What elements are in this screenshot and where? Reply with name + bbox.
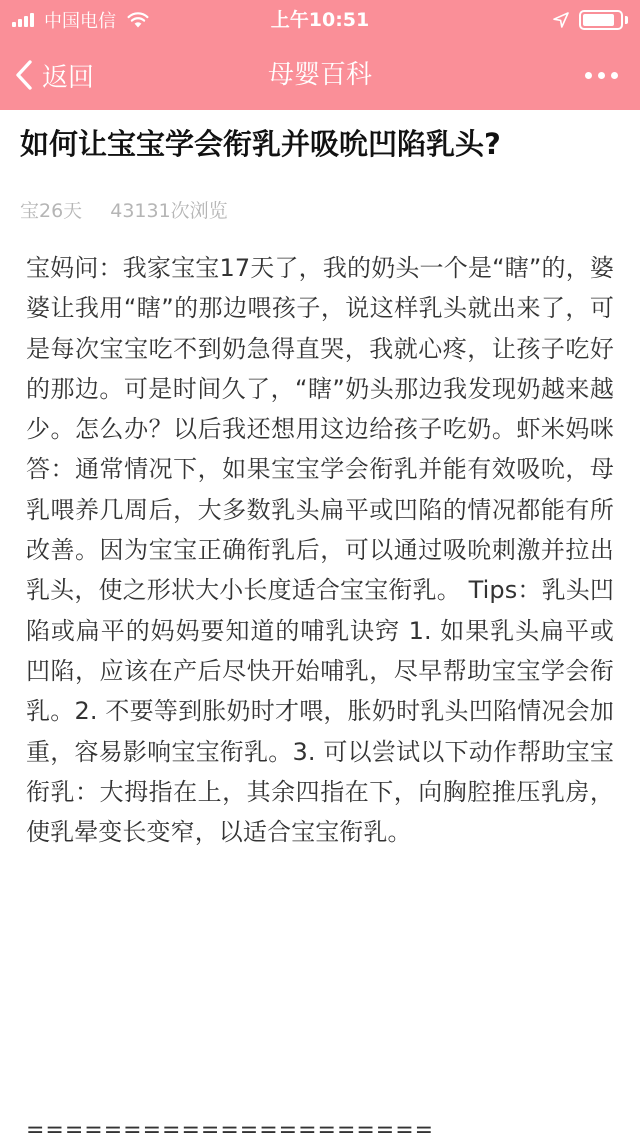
back-label: 返回 [42, 62, 95, 93]
battery-level [583, 14, 614, 26]
divider-line: ===================== [26, 1118, 435, 1143]
status-time: 上午10:51 [270, 9, 370, 31]
status-left [12, 0, 150, 40]
page-title: 母婴百科 [267, 60, 372, 90]
status-right [553, 0, 628, 40]
nav-bar [0, 40, 640, 110]
wifi-icon [126, 11, 150, 29]
baby-age: 宝26天 [20, 200, 83, 222]
more-dot [598, 72, 605, 79]
battery-icon [579, 10, 623, 30]
status-bar [0, 0, 640, 40]
more-button[interactable] [579, 40, 618, 110]
chevron-left-icon [14, 59, 34, 91]
back-button[interactable] [14, 40, 94, 110]
article-meta [20, 196, 228, 226]
location-arrow-icon [553, 12, 569, 28]
signal-bars-icon [12, 13, 36, 27]
more-dot [611, 72, 618, 79]
carrier-name: 中国电信 [44, 11, 116, 32]
battery-tip [625, 16, 628, 24]
more-dot [585, 72, 592, 79]
view-count: 43131次浏览 [110, 200, 228, 222]
article-title: 如何让宝宝学会衔乳并吸吮凹陷乳头? [20, 127, 501, 161]
article-body: 宝妈问：我家宝宝17天了，我的奶头一个是“瞎”的，婆婆让我用“瞎”的那边喂孩子，说这样乳头就出来了，可是每次宝宝吃不到奶急得直哭，我就心疼，让孩子吃好的那边。可是时间久了，“瞎”奶头那边我发现奶越来越少。怎么办？以后我还想用这边给孩子吃奶。虾米妈咪答：通常情况下，如果宝宝学会衔乳并能有效吸吮，母乳喂养几周后，大多数乳头扁平或凹陷的情况都能有所改善。因为宝宝正确衔乳后，可以通过吸吮刺激并拉出乳头，使之形状大小长度适合宝宝衔乳。 Tips：乳头凹陷或扁平的妈妈要知道的哺乳诀窍 1. 如果乳头扁平或凹陷，应该在产后尽快开始哺乳，尽早帮助宝宝学会衔乳。2. 不要等到胀奶时才喂，胀奶时乳头凹陷情况会加重，容易影响宝宝衔乳。3. 可以尝试以下动作帮助宝宝衔乳：大拇指在上，其余四指在下，向胸腔推压乳房，使乳晕变长变窄，以适合宝宝衔乳。 [26, 254, 614, 847]
